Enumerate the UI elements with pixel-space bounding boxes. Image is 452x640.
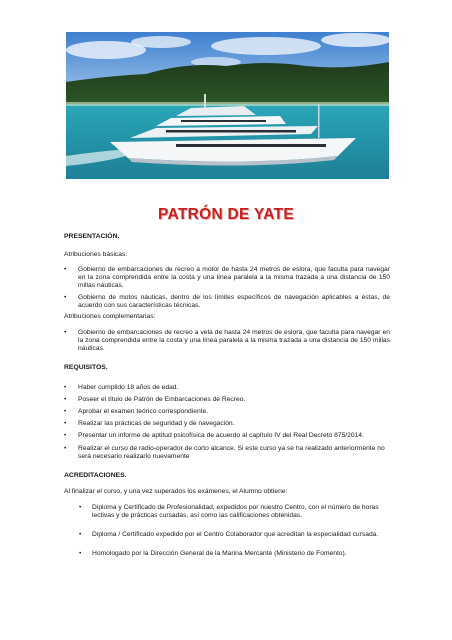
list-item: • Gobierno de motos náuticas, dentro de los límites específicos de navegación aplicables a éstas, de acuerdo con sus características técnicas. <box>64 294 390 310</box>
yacht-photo <box>66 32 389 179</box>
heading-requisitos: REQUISITOS. <box>64 364 108 371</box>
list-item: • Homologado por la Dirección General de la Marina Mercante (Ministerio de Fomento). <box>79 550 347 557</box>
basicas-label: Atribuciones básicas: <box>64 251 128 258</box>
list-item: • Diploma / Certificado expedido por el Centro Colaborador que acreditan la especialidad cursada. <box>79 531 379 538</box>
heading-acreditaciones: ACREDITACIONES. <box>64 472 127 479</box>
list-item: • Poseer el título de Patrón de Embarcaciones de Recreo. <box>64 396 246 403</box>
heading-presentacion: PRESENTACIÓN. <box>64 233 120 240</box>
list-item: • Aprobar el examen teórico correspondiente. <box>64 408 209 415</box>
list-item: • Haber cumplido 18 años de edad. <box>64 384 179 391</box>
list-item: • Realizar el curso de radio-operador de corto alcance. Si este curso ya se ha realizado anteriormente no será necesario realizarlo nuevamente <box>64 445 385 461</box>
page-title: PATRÓN DE YATE <box>158 206 294 223</box>
list-item: • Gobierno de embarcaciones de recreo a vela de hasta 24 metros de eslora, que faculta para navegar en la zona comprendida entre la costa y una línea paralela a la misma trazada a una distancia de 150 millas náuticas. <box>64 329 390 353</box>
complementarias-label: Atribuciones complementarias: <box>64 313 156 320</box>
acreditaciones-intro: Al finalizar el curso, y una vez superados los exámenes, el Alumno obtiene: <box>64 488 288 495</box>
list-item: • Diploma y Certificado de Profesionalidad, expedidos por nuestro Centro, con el número de horas lectivas y de prácticas cursadas, así como las calificaciones obtenidas. <box>79 504 379 520</box>
list-item: • Gobierno de embarcaciones de recreo a motor de hasta 24 metros de eslora, que faculta para navegar en la zona comprendida entre la costa y una línea paralela a la misma trazada a una distancia de 150 millas náuticas. <box>64 266 390 290</box>
list-item: • Presentar un informe de aptitud psicofísica de acuerdo al capítulo IV del Real Decreto 875/2014. <box>64 432 364 439</box>
list-item: • Realizar las prácticas de seguridad y de navegación. <box>64 420 235 427</box>
